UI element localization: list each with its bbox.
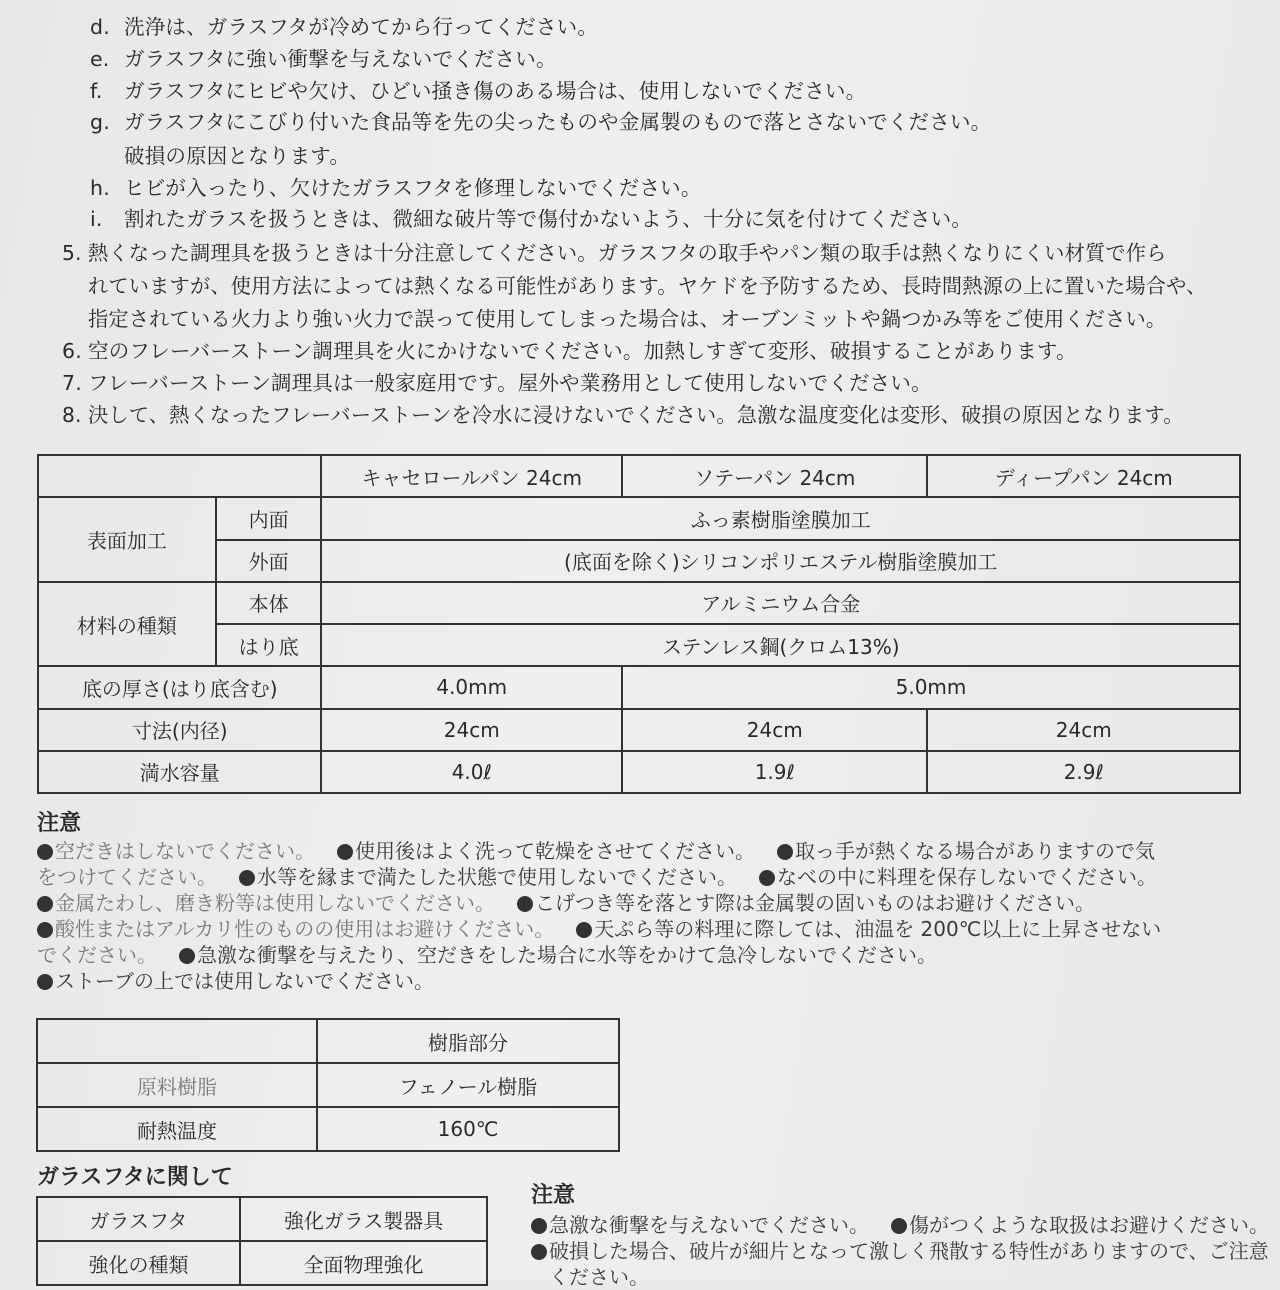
bullet-icon (531, 1244, 547, 1260)
size-value-2: 24cm (622, 709, 927, 751)
glass-section-title: ガラスフタに関して (37, 1165, 233, 1190)
glass-table (36, 1196, 488, 1286)
thickness-label: 底の厚さ(はり底含む) (38, 666, 321, 708)
caution-row-6: ストーブの上では使用しないでください。 (37, 968, 1161, 994)
capacity-value-3: 2.9ℓ (927, 751, 1240, 793)
surface-label: 表面加工 (38, 497, 216, 582)
heat-resistance-label: 耐熱温度 (37, 1107, 317, 1151)
tempering-value: 全面物理強化 (240, 1241, 487, 1285)
resin-table-corner (37, 1019, 317, 1063)
size-label: 寸法(内径) (38, 709, 321, 751)
thickness-value-1: 4.0mm (321, 666, 622, 708)
thickness-value-2: 5.0mm (622, 666, 1240, 708)
caution-title: 注意 (37, 811, 82, 836)
body-label: 本体 (216, 582, 322, 624)
numbered-item-6: 6. 空のフレーバーストーン調理具を火にかけないでください。加熱しすぎて変形、破損することがあります。 (62, 339, 1077, 363)
caution-list (37, 838, 1161, 994)
list-item-g: g. ガラスフタにこびり付いた食品等を先の尖ったものや金属製のもので落とさないでください。 (90, 110, 992, 134)
resin-header: 樹脂部分 (317, 1019, 619, 1063)
list-item-g-cont: 破損の原因となります。 (124, 144, 351, 168)
caution2-row-1: 急激な衝撃を与えないでください。 傷がつくような取扱はお避けください。 (531, 1212, 1269, 1238)
numbered-item-8: 8. 決して、熱くなったフレーバーストーンを冷水に浸けないでください。急激な温度変化は変形、破損の原因となります。 (62, 403, 1184, 427)
bullet-icon (337, 844, 353, 860)
raw-resin-value: フェノール樹脂 (317, 1063, 619, 1107)
inner-value: ふっ素樹脂塗膜加工 (321, 497, 1240, 539)
numbered-item-7: 7. フレーバーストーン調理具は一般家庭用です。屋外や業務用として使用しないでください。 (62, 371, 932, 395)
list-item-d: d. 洗浄は、ガラスフタが冷めてから行ってください。 (90, 15, 599, 39)
heat-resistance-value: 160℃ (317, 1107, 619, 1151)
list-item-e: e. ガラスフタに強い衝撃を与えないでください。 (90, 47, 557, 71)
body-value: アルミニウム合金 (321, 582, 1240, 624)
glass-lid-label: ガラスフタ (37, 1197, 240, 1241)
header-saute: ソテーパン 24cm (622, 455, 927, 497)
bullet-icon (37, 844, 53, 860)
caution-row-1: 空だきはしないでください。 使用後はよく洗って乾燥をさせてください。 取っ手が熱くなる場合がありますので気 (37, 838, 1161, 864)
outer-value: (底面を除く)シリコンポリエステル樹脂塗膜加工 (321, 540, 1240, 582)
bullet-icon (37, 896, 53, 912)
numbered-item-5: 5. 熱くなった調理具を扱うときは十分注意してください。ガラスフタの取手やパン類の取手は熱くなりにくい材質で作ら (62, 241, 1167, 265)
list-item-h: h. ヒビが入ったり、欠けたガラスフタを修理しないでください。 (90, 176, 702, 200)
capacity-label: 満水容量 (38, 751, 321, 793)
size-value-1: 24cm (321, 709, 622, 751)
bullet-icon (576, 922, 592, 938)
raw-resin-label: 原料樹脂 (37, 1063, 317, 1107)
material-label: 材料の種類 (38, 582, 216, 667)
list-item-i: i. 割れたガラスを扱うときは、微細な破片等で傷付かないよう、十分に気を付けてください。 (90, 207, 973, 231)
base-value: ステンレス鋼(クロム13%) (321, 624, 1240, 666)
bullet-icon (759, 870, 775, 886)
caution2-row-2: 破損した場合、破片が細片となって激しく飛散する特性がありますので、ご注意 (531, 1238, 1269, 1264)
inner-label: 内面 (216, 497, 322, 539)
bullet-icon (531, 1218, 547, 1234)
resin-table (36, 1018, 620, 1152)
caution2-title: 注意 (531, 1183, 576, 1208)
spec-table-corner (38, 455, 321, 497)
header-casserole: キャセロールパン 24cm (321, 455, 622, 497)
bullet-icon (517, 896, 533, 912)
caution-row-2: をつけてください。 水等を縁まで満たした状態で使用しないでください。 なべの中に料理を保存しないでください。 (37, 865, 1157, 889)
bullet-icon (239, 870, 255, 886)
size-value-3: 24cm (927, 709, 1240, 751)
capacity-value-2: 1.9ℓ (622, 751, 927, 793)
caution-row-5: でください。 急激な衝撃を与えたり、空だきをした場合に水等をかけて急冷しないでください。 (37, 943, 937, 967)
bullet-icon (777, 844, 793, 860)
spec-table (37, 454, 1241, 794)
caution2-list (531, 1212, 1269, 1290)
numbered-item-5-line3: 指定されている火力より強い火力で誤って使用してしまった場合は、オーブンミットや鍋つかみ等をご使用ください。 (88, 307, 1167, 331)
caution2-row-3: ください。 (549, 1265, 649, 1289)
outer-label: 外面 (216, 540, 322, 582)
caution-row-3: 金属たわし、磨き粉等は使用しないでください。 こげつき等を落とす際は金属製の固いものはお避けください。 (37, 890, 1161, 916)
list-item-f: f. ガラスフタにヒビや欠け、ひどい掻き傷のある場合は、使用しないでください。 (90, 79, 867, 103)
numbered-item-5-line2: れていますが、使用方法によっては熱くなる可能性があります。ヤケドを予防するため、長時間熱源の上に置いた場合や、 (88, 274, 1207, 298)
capacity-value-1: 4.0ℓ (321, 751, 622, 793)
bullet-icon (891, 1218, 907, 1234)
tempering-label: 強化の種類 (37, 1241, 240, 1285)
bullet-icon (37, 974, 53, 990)
bullet-icon (179, 948, 195, 964)
header-deep: ディープパン 24cm (927, 455, 1240, 497)
base-label: はり底 (216, 624, 322, 666)
bullet-icon (37, 922, 53, 938)
caution-row-4: 酸性またはアルカリ性のものの使用はお避けください。 天ぷら等の料理に際しては、油温を 200℃以上に上昇させない (37, 916, 1161, 942)
glass-lid-value: 強化ガラス製器具 (240, 1197, 487, 1241)
